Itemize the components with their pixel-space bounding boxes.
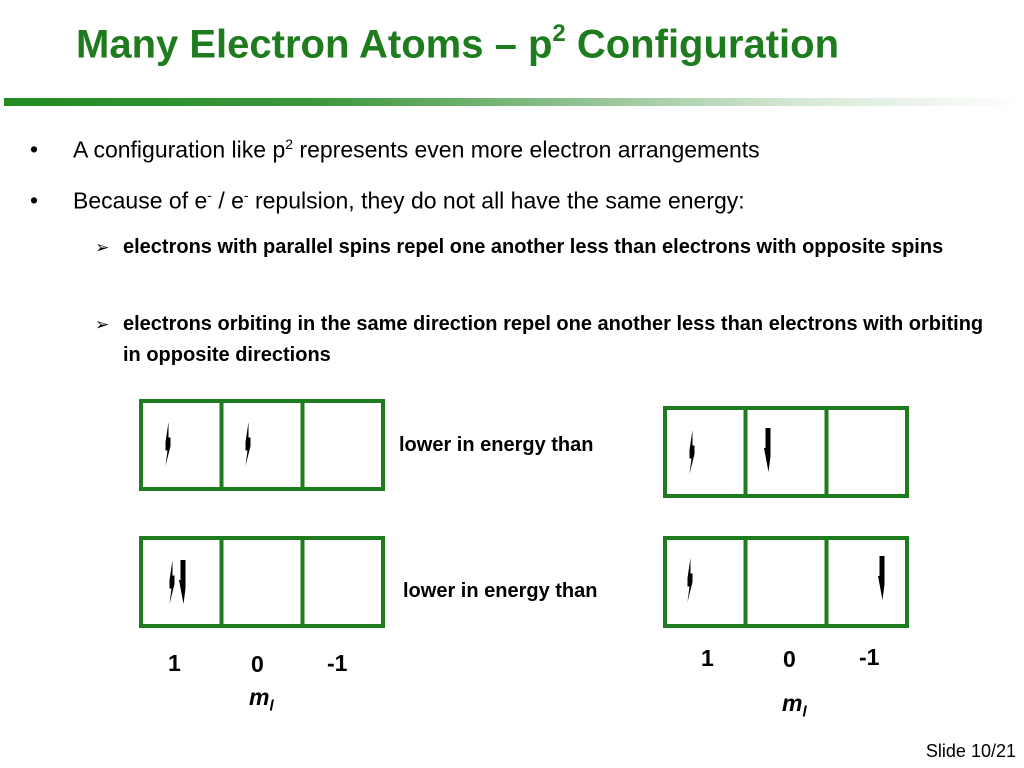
- ml-label-0-left: 0: [251, 651, 264, 677]
- comparison-label-1: lower in energy than: [399, 434, 594, 456]
- spin-up-electron-icon: [688, 558, 693, 602]
- spin-up-electron-icon: [690, 430, 695, 474]
- arrow-bullet-icon: ➢: [95, 238, 110, 257]
- ml-symbol-left: $m_l$: [249, 684, 274, 715]
- slide-title: Many Electron Atoms – $p^2$ Configuration: [76, 20, 840, 67]
- orbital-boxes-top-left: [141, 401, 383, 489]
- bullet-text: Because of e- / e- repulsion, they do not all have the same energy:: [73, 187, 745, 214]
- bullet-dot-icon: •: [30, 136, 39, 162]
- subbullet-1: ➢ electrons with parallel spins repel one another less than electrons with opposite spins: [95, 232, 995, 263]
- ml-symbol-right: $m_l$: [782, 690, 807, 721]
- orbital-boxes-bottom-left: [141, 538, 383, 626]
- spin-up-electron-icon: [166, 422, 171, 466]
- spin-up-electron-icon: [170, 560, 175, 604]
- slide-number: Slide 10/21: [925, 741, 1016, 761]
- comparison-label-2: lower in energy than: [403, 580, 598, 602]
- bullet-text: A configuration like $p^2$ represents even more electron arrangements: [73, 136, 760, 163]
- ml-label-1-left: 1: [168, 650, 181, 676]
- arrow-bullet-icon: ➢: [95, 315, 110, 334]
- spin-down-electron-icon: [764, 428, 771, 472]
- spin-down-electron-icon: [878, 556, 885, 600]
- bullet-dot-icon: •: [30, 187, 39, 213]
- orbital-boxes-bottom-right: [665, 538, 907, 626]
- ml-label-1-right: 1: [701, 645, 714, 671]
- ml-label-0-right: 0: [783, 646, 796, 672]
- subbullet-2: ➢ electrons orbiting in the same direction repel one another less than electrons with orbiting in opposite directions: [95, 309, 995, 371]
- ml-label-neg1-right: -1: [859, 644, 880, 670]
- orbital-boxes-top-right: [665, 408, 907, 496]
- spin-down-electron-icon: [179, 560, 186, 604]
- spin-up-electron-icon: [246, 422, 251, 466]
- ml-label-neg1-left: -1: [327, 650, 348, 676]
